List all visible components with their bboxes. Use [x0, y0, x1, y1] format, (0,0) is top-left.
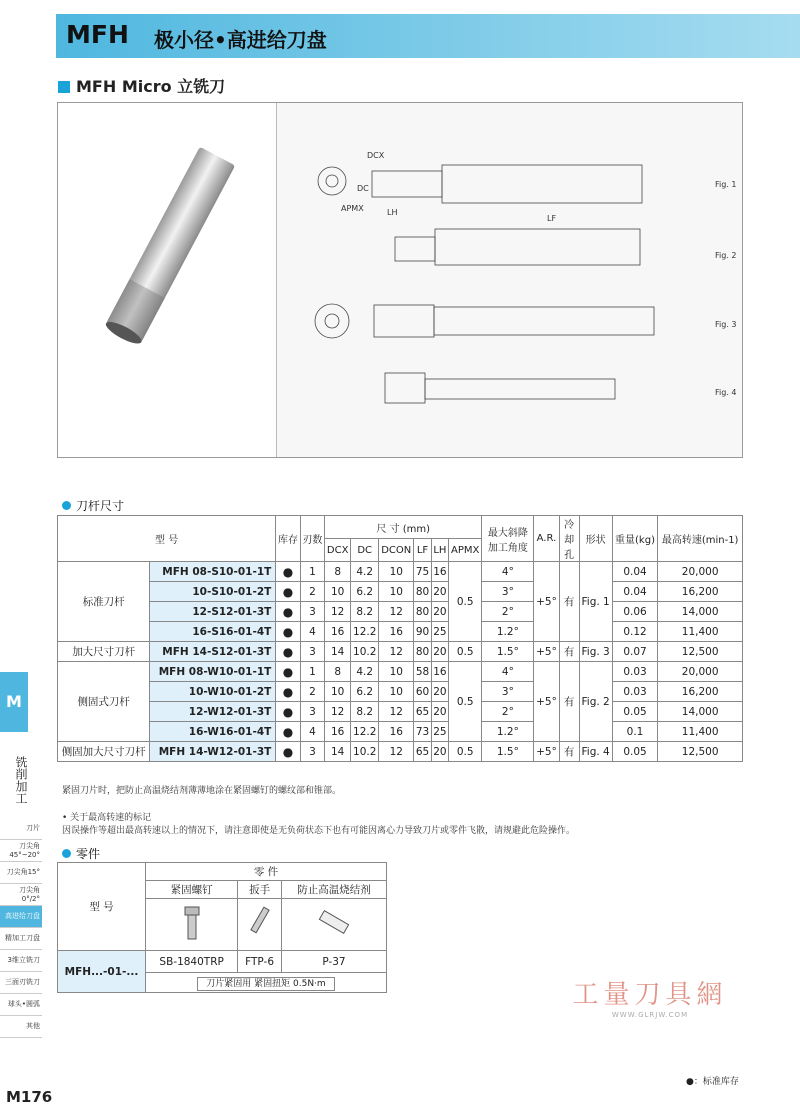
group-name: 标准刀杆	[58, 562, 150, 642]
parts-wrench: FTP-6	[238, 951, 282, 973]
rpm-cell: 11,400	[658, 622, 743, 642]
dcon-cell: 16	[379, 622, 414, 642]
dc-cell: 12.2	[351, 622, 379, 642]
lh-cell: 20	[431, 742, 448, 762]
parts-model: MFH...-01-...	[58, 951, 146, 993]
weight-cell: 0.07	[612, 642, 658, 662]
table-row	[58, 702, 743, 722]
dim-apmx: APMX	[341, 204, 364, 213]
note-max-speed-body: 因误操作等超出最高转速以上的情况下，请注意即使是无负荷状态下也有可能因离心力导致刀片或零件飞散，请规避此危险操作。	[62, 826, 576, 836]
shape-cell: Fig. 4	[579, 742, 612, 762]
model-cell: 16-W16-01-4T	[150, 722, 276, 742]
model-cell: 16-S16-01-4T	[150, 622, 276, 642]
th-weight: 重量(kg)	[612, 516, 658, 562]
weight-cell: 0.06	[612, 602, 658, 622]
lh-cell: 25	[431, 722, 448, 742]
parts-torque: 刀片紧固用 紧固扭矩 0.5N·m	[197, 977, 334, 991]
stock-cell: ●	[276, 722, 300, 742]
dcx-cell: 8	[325, 662, 351, 682]
th-size-apmx: APMX	[449, 539, 482, 562]
model-cell: MFH 08-W10-01-1T	[150, 662, 276, 682]
weight-cell: 0.12	[612, 622, 658, 642]
dimension-drawings	[276, 103, 742, 457]
side-index-item[interactable]: 刀尖角45°~20°	[0, 840, 42, 862]
ramp-cell: 4°	[482, 662, 534, 682]
apmx-cell: 0.5	[449, 642, 482, 662]
weight-cell: 0.05	[612, 742, 658, 762]
dc-cell: 6.2	[351, 682, 379, 702]
model-cell: 12-W12-01-3T	[150, 702, 276, 722]
parts-col-screw: 紧固螺钉	[146, 881, 238, 899]
dim-lf: LF	[547, 214, 557, 223]
th-rpm: 最高转速(min-1)	[658, 516, 743, 562]
apmx-cell: 0.5	[449, 662, 482, 742]
rpm-cell: 14,000	[658, 602, 743, 622]
table-row	[58, 662, 743, 682]
header-code: MFH	[66, 20, 129, 49]
note-max-speed	[62, 812, 575, 838]
lf-cell: 90	[414, 622, 431, 642]
model-cell: MFH 14-S12-01-3T	[150, 642, 276, 662]
rpm-cell: 11,400	[658, 722, 743, 742]
side-index-item[interactable]: 刀尖角15°	[0, 862, 42, 884]
stock-legend: ●：标准库存	[686, 1077, 739, 1087]
table-row	[58, 622, 743, 642]
fig-label-2: Fig. 2	[715, 251, 737, 260]
lf-cell: 60	[414, 682, 431, 702]
screw-icon	[146, 899, 238, 951]
rpm-cell: 14,000	[658, 702, 743, 722]
dim-lh: LH	[387, 208, 398, 217]
stock-cell: ●	[276, 702, 300, 722]
parts-th-parts: 零 件	[146, 863, 387, 881]
compound-tube-icon	[281, 899, 386, 951]
cool-cell: 有	[559, 562, 579, 642]
th-ar: A.R.	[534, 516, 559, 562]
dcx-cell: 16	[325, 622, 351, 642]
side-index-item[interactable]: 其他	[0, 1016, 42, 1038]
side-index-item[interactable]: 刀片	[0, 818, 42, 840]
cool-cell: 有	[559, 742, 579, 762]
square-icon	[58, 81, 70, 93]
weight-cell: 0.04	[612, 562, 658, 582]
teeth-cell: 1	[300, 562, 324, 582]
dc-cell: 6.2	[351, 582, 379, 602]
section-subtitle	[58, 74, 225, 97]
spec-table	[57, 515, 743, 762]
lf-cell: 80	[414, 602, 431, 622]
parts-col-compound: 防止高温烧结剂	[281, 881, 386, 899]
shape-cell: Fig. 1	[579, 562, 612, 642]
note-max-speed-title: • 关于最高转速的标记	[62, 813, 152, 823]
teeth-cell: 3	[300, 642, 324, 662]
table-row	[58, 642, 743, 662]
dc-cell: 12.2	[351, 722, 379, 742]
side-index-item[interactable]: 精加工刀盘	[0, 928, 42, 950]
dc-cell: 10.2	[351, 742, 379, 762]
dcon-cell: 12	[379, 642, 414, 662]
teeth-cell: 2	[300, 682, 324, 702]
table-row	[58, 742, 743, 762]
weight-cell: 0.04	[612, 582, 658, 602]
holder-section-title: 刀杆尺寸	[62, 497, 124, 514]
th-size: 尺 寸 (mm)	[325, 516, 482, 539]
dcon-cell: 10	[379, 582, 414, 602]
bullet-icon	[62, 501, 71, 510]
th-cool: 冷却孔	[559, 516, 579, 562]
ramp-cell: 4°	[482, 562, 534, 582]
dc-cell: 8.2	[351, 702, 379, 722]
bullet-icon	[62, 849, 71, 858]
fig-label-4: Fig. 4	[715, 388, 737, 397]
apmx-cell: 0.5	[449, 742, 482, 762]
dc-cell: 10.2	[351, 642, 379, 662]
model-cell: 10-W10-01-2T	[150, 682, 276, 702]
weight-cell: 0.05	[612, 702, 658, 722]
cool-cell: 有	[559, 642, 579, 662]
side-index-item[interactable]: 高进给刀盘	[0, 906, 42, 928]
lh-cell: 25	[431, 622, 448, 642]
th-ramp: 最大斜降加工角度	[482, 516, 534, 562]
th-size-lf: LF	[414, 539, 431, 562]
ramp-cell: 3°	[482, 582, 534, 602]
side-index-item[interactable]: 三面刃铣刀	[0, 972, 42, 994]
group-name: 侧固加大尺寸刀杆	[58, 742, 150, 762]
watermark	[565, 940, 735, 1019]
lh-cell: 16	[431, 662, 448, 682]
dim-dcx: DCX	[367, 151, 385, 160]
parts-col-wrench: 扳手	[238, 881, 282, 899]
th-size-dcx: DCX	[325, 539, 351, 562]
dc-cell: 4.2	[351, 562, 379, 582]
dcx-cell: 16	[325, 722, 351, 742]
dim-dc: DC	[357, 184, 369, 193]
parts-section-title: 零件	[62, 845, 100, 862]
rpm-cell: 12,500	[658, 742, 743, 762]
stock-cell: ●	[276, 742, 300, 762]
watermark-text: 工量刀具網	[572, 980, 728, 1010]
table-row	[58, 582, 743, 602]
parts-th-type: 型 号	[58, 863, 146, 951]
shape-cell: Fig. 3	[579, 642, 612, 662]
parts-screw: SB-1840TRP	[146, 951, 238, 973]
ramp-cell: 1.2°	[482, 622, 534, 642]
ar-cell: +5°	[534, 562, 559, 642]
weight-cell: 0.03	[612, 662, 658, 682]
fig-label-3: Fig. 3	[715, 320, 737, 329]
side-index-item[interactable]: 3维立铣刀	[0, 950, 42, 972]
side-index-item[interactable]: 球头•圆弧	[0, 994, 42, 1016]
table-row	[58, 602, 743, 622]
rpm-cell: 16,200	[658, 682, 743, 702]
dcon-cell: 10	[379, 682, 414, 702]
dcon-cell: 12	[379, 742, 414, 762]
dcon-cell: 10	[379, 662, 414, 682]
lf-cell: 80	[414, 582, 431, 602]
teeth-cell: 1	[300, 662, 324, 682]
lf-cell: 65	[414, 742, 431, 762]
th-teeth: 刃数	[300, 516, 324, 562]
lh-cell: 16	[431, 562, 448, 582]
lh-cell: 20	[431, 682, 448, 702]
lf-cell: 73	[414, 722, 431, 742]
ramp-cell: 1.2°	[482, 722, 534, 742]
dcx-cell: 12	[325, 702, 351, 722]
model-cell: MFH 08-S10-01-1T	[150, 562, 276, 582]
lh-cell: 20	[431, 702, 448, 722]
ar-cell: +5°	[534, 662, 559, 742]
tool-photo	[58, 103, 275, 457]
ramp-cell: 1.5°	[482, 742, 534, 762]
stock-cell: ●	[276, 582, 300, 602]
rpm-cell: 20,000	[658, 662, 743, 682]
parts-table	[57, 862, 387, 993]
shape-cell: Fig. 2	[579, 662, 612, 742]
dcx-cell: 14	[325, 742, 351, 762]
teeth-cell: 4	[300, 722, 324, 742]
dcon-cell: 12	[379, 702, 414, 722]
dcx-cell: 14	[325, 642, 351, 662]
stock-cell: ●	[276, 602, 300, 622]
teeth-cell: 3	[300, 702, 324, 722]
stock-cell: ●	[276, 562, 300, 582]
page-header	[0, 0, 800, 62]
note-insert: 紧固刀片时，把防止高温烧结剂薄薄地涂在紧固螺钉的螺纹部和锥部。	[62, 786, 342, 796]
apmx-cell: 0.5	[449, 562, 482, 642]
weight-cell: 0.03	[612, 682, 658, 702]
stock-cell: ●	[276, 662, 300, 682]
dc-cell: 4.2	[351, 662, 379, 682]
model-cell: 12-S12-01-3T	[150, 602, 276, 622]
teeth-cell: 3	[300, 602, 324, 622]
table-row	[58, 562, 743, 582]
dcx-cell: 10	[325, 582, 351, 602]
weight-cell: 0.1	[612, 722, 658, 742]
group-name: 侧固式刀杆	[58, 662, 150, 742]
ramp-cell: 1.5°	[482, 642, 534, 662]
dcx-cell: 8	[325, 562, 351, 582]
stock-cell: ●	[276, 622, 300, 642]
side-index	[0, 818, 42, 1038]
th-size-dcon: DCON	[379, 539, 414, 562]
model-cell: MFH 14-W12-01-3T	[150, 742, 276, 762]
lf-cell: 75	[414, 562, 431, 582]
ar-cell: +5°	[534, 742, 559, 762]
teeth-cell: 4	[300, 622, 324, 642]
dcx-cell: 12	[325, 602, 351, 622]
lf-cell: 80	[414, 642, 431, 662]
lh-cell: 20	[431, 602, 448, 622]
subtitle-text: MFH Micro 立铣刀	[76, 77, 226, 96]
model-cell: 10-S10-01-2T	[150, 582, 276, 602]
ramp-cell: 2°	[482, 602, 534, 622]
th-shape: 形状	[579, 516, 612, 562]
lh-cell: 20	[431, 582, 448, 602]
figure-panel	[57, 102, 743, 458]
dcon-cell: 12	[379, 602, 414, 622]
lf-cell: 65	[414, 702, 431, 722]
header-title: 极小径•高进给刀盘	[154, 28, 327, 52]
lh-cell: 20	[431, 642, 448, 662]
th-size-lh: LH	[431, 539, 448, 562]
page-number: M176	[6, 1088, 53, 1106]
stock-cell: ●	[276, 642, 300, 662]
fig-label-1: Fig. 1	[715, 180, 737, 189]
parts-compound: P-37	[281, 951, 386, 973]
side-index-item[interactable]: 刀尖角0°/2°	[0, 884, 42, 906]
th-stock: 库存	[276, 516, 300, 562]
chapter-vertical-label: 铣削加工	[14, 756, 28, 804]
th-size-dc: DC	[351, 539, 379, 562]
ramp-cell: 3°	[482, 682, 534, 702]
rpm-cell: 20,000	[658, 562, 743, 582]
stock-cell: ●	[276, 682, 300, 702]
cool-cell: 有	[559, 662, 579, 742]
dcon-cell: 16	[379, 722, 414, 742]
teeth-cell: 2	[300, 582, 324, 602]
dc-cell: 8.2	[351, 602, 379, 622]
table-row	[58, 722, 743, 742]
ramp-cell: 2°	[482, 702, 534, 722]
watermark-url: WWW.GLRJW.COM	[611, 1011, 689, 1019]
dcon-cell: 10	[379, 562, 414, 582]
teeth-cell: 3	[300, 742, 324, 762]
table-row	[58, 682, 743, 702]
group-name: 加大尺寸刀杆	[58, 642, 150, 662]
rpm-cell: 12,500	[658, 642, 743, 662]
th-type: 型 号	[58, 516, 276, 562]
dcx-cell: 10	[325, 682, 351, 702]
ar-cell: +5°	[534, 642, 559, 662]
lf-cell: 58	[414, 662, 431, 682]
chapter-tab[interactable]: M	[0, 672, 28, 732]
wrench-icon	[238, 899, 282, 951]
rpm-cell: 16,200	[658, 582, 743, 602]
